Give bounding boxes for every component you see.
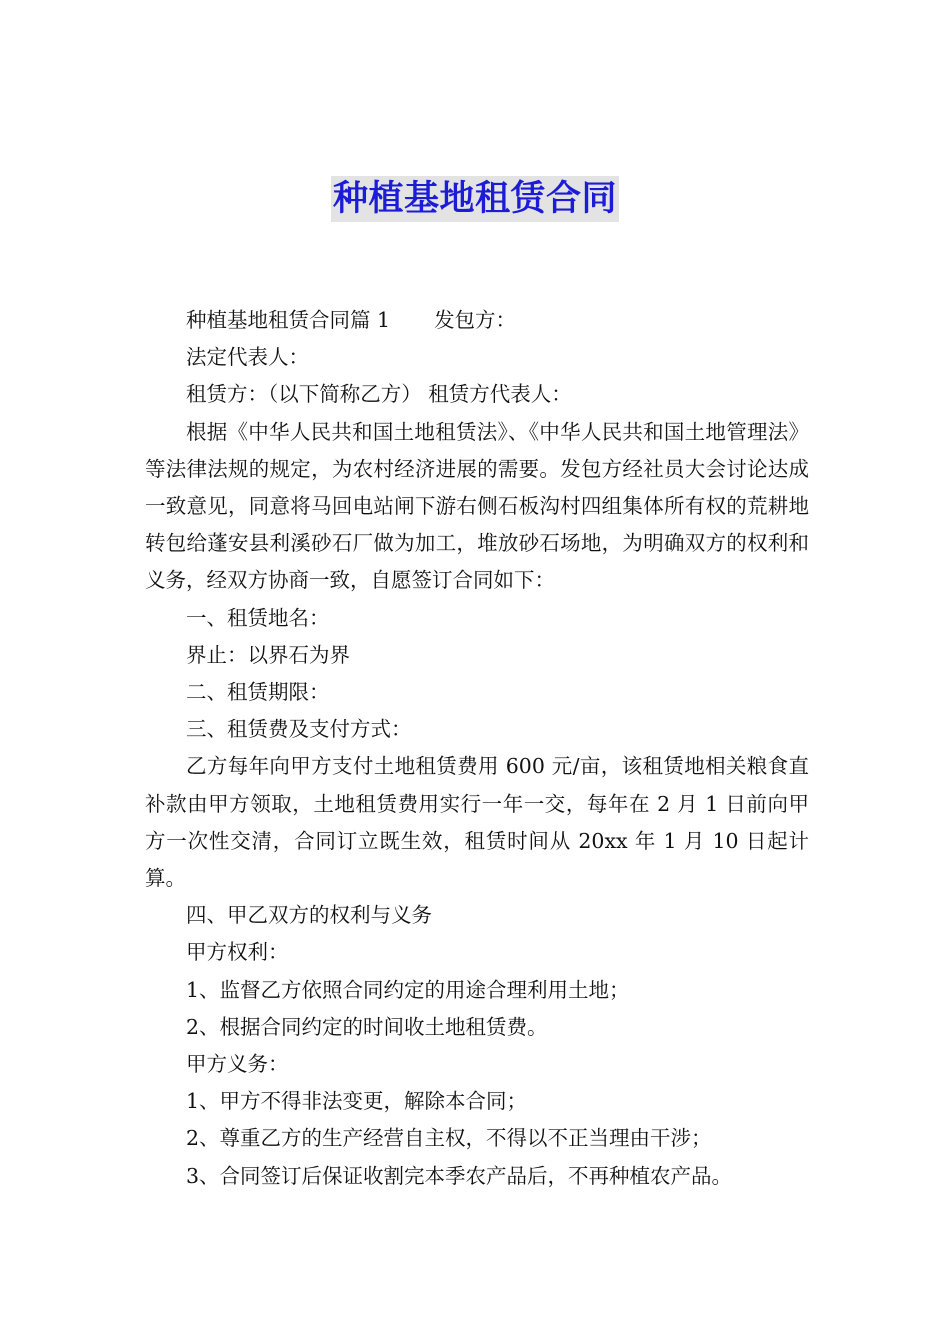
section-3-heading: 三、租赁费及支付方式： <box>186 717 412 742</box>
title-container <box>0 176 950 222</box>
legal-representative-line: 法定代表人： <box>186 345 309 370</box>
contract-section-name: 种植基地租赁合同篇 1 <box>186 308 391 332</box>
contractor-label: 发包方： <box>434 308 517 332</box>
boundary-line: 界止：以界石为界 <box>186 642 350 667</box>
section-1-heading: 一、租赁地名： <box>186 605 330 630</box>
party-a-duty-3: 3、合同签订后保证收割完本季农产品后，不再种植农产品。 <box>186 1163 733 1188</box>
party-a-duty-2: 2、尊重乙方的生产经营自主权，不得以不正当理由干涉； <box>186 1126 712 1151</box>
party-a-rights-heading: 甲方权利： <box>186 940 289 965</box>
section-4-heading: 四、甲乙双方的权利与义务 <box>186 903 432 928</box>
party-a-duties-heading: 甲方义务： <box>186 1052 289 1077</box>
party-a-right-1: 1、监督乙方依照合同约定的用途合理利用土地； <box>186 977 630 1002</box>
lessee-line: 租赁方：（以下简称乙方） 租赁方代表人： <box>186 382 572 407</box>
contract-heading-line <box>145 302 809 339</box>
party-a-duty-1: 1、甲方不得非法变更，解除本合同； <box>186 1089 528 1114</box>
party-a-right-2: 2、根据合同约定的时间收土地租赁费。 <box>186 1014 548 1039</box>
section-2-heading: 二、租赁期限： <box>186 680 330 705</box>
preamble-paragraph: 根据《中华人民共和国土地租赁法》、《中华人民共和国土地管理法》等法律法规的规定，为农村经济进展的需要。发包方经社员大会讨论达成一致意见，同意将马回电站闸下游右侧石板沟村四组集体所有权的荒耕地转包给蓬安县利溪砂石厂做为加工，堆放砂石场地，为明确双方的权利和义务，经双方协商一致，自愿签订合同如下： <box>145 419 809 593</box>
document-body <box>145 302 809 1195</box>
payment-paragraph: 乙方每年向甲方支付土地租赁费用 600 元/亩，该租赁地相关粮食直补款由甲方领取，土地租赁费用实行一年一交，每年在 2 月 1 日前向甲方一次性交清，合同订立既生效，租赁时间从 20xx 年 1 月 10 日起计算。 <box>145 754 809 891</box>
document-title: 种植基地租赁合同 <box>331 176 619 222</box>
